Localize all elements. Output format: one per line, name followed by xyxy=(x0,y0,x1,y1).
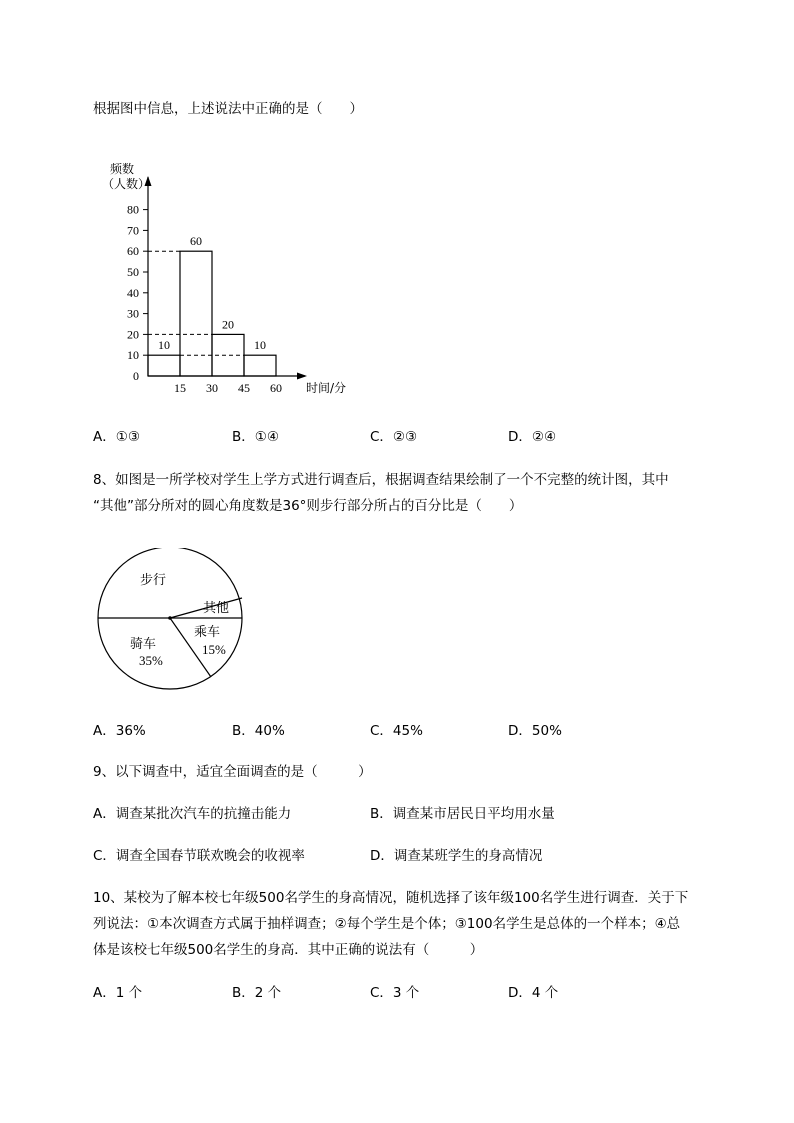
q8-option-b[interactable]: B．40% xyxy=(232,723,285,739)
q7-option-c[interactable]: C．②③ xyxy=(370,429,418,445)
pie-label-walk: 步行 xyxy=(140,573,167,588)
x-tick-label: 45 xyxy=(238,381,250,395)
pie-center xyxy=(168,616,172,620)
q8-option-a[interactable]: A．36% xyxy=(93,723,146,739)
x-tick-label: 60 xyxy=(270,381,282,395)
q9-option-d[interactable]: D．调查某班学生的身高情况 xyxy=(370,848,543,864)
y-axis-label-line1: 频数 xyxy=(110,162,135,176)
histogram-chart xyxy=(90,155,390,400)
y-tick-label: 0 xyxy=(133,369,139,383)
q7-option-b[interactable]: B．①④ xyxy=(232,429,279,445)
bar-value-label: 10 xyxy=(158,338,170,353)
x-axis-label: 时间/分 xyxy=(306,381,347,395)
bar-value-label: 60 xyxy=(190,234,202,249)
y-tick-label: 80 xyxy=(127,202,139,217)
histogram-bar xyxy=(180,251,212,376)
y-tick-label: 60 xyxy=(127,244,139,259)
q10-stem-line3: 体是该校七年级500名学生的身高．其中正确的说法有（ ） xyxy=(93,942,484,958)
q7-option-d[interactable]: D．②④ xyxy=(508,429,557,445)
y-tick-label: 70 xyxy=(127,223,139,238)
y-tick-label: 10 xyxy=(127,348,139,363)
bar-value-label: 10 xyxy=(254,338,266,353)
q10-option-a[interactable]: A．1 个 xyxy=(93,985,143,1001)
pie-label-bus: 乘车 xyxy=(194,625,221,640)
histogram-bar xyxy=(148,355,180,376)
histogram-bar xyxy=(244,355,276,376)
pie-chart xyxy=(90,548,260,698)
q8-stem-line1: 8、如图是一所学校对学生上学方式进行调查后，根据调查结果绘制了一个不完整的统计图，其中 xyxy=(93,472,669,488)
q7-intro: 根据图中信息，上述说法中正确的是（ ） xyxy=(93,101,363,117)
q9-stem: 9、以下调查中，适宜全面调查的是（ ） xyxy=(93,764,372,780)
q9-option-b[interactable]: B．调查某市居民日平均用水量 xyxy=(370,806,555,822)
q8-stem-line2: “其他”部分所对的圆心角度数是36°则步行部分所占的百分比是（ ） xyxy=(93,498,523,514)
q10-option-c[interactable]: C．3 个 xyxy=(370,985,420,1001)
q10-option-b[interactable]: B．2 个 xyxy=(232,985,282,1001)
q8-option-c[interactable]: C．45% xyxy=(370,723,423,739)
y-tick-label: 40 xyxy=(127,285,139,300)
y-tick-label: 20 xyxy=(127,327,139,342)
q10-stem-line2: 列说法：①本次调查方式属于抽样调查；②每个学生是个体；③100名学生是总体的一个样本；④总 xyxy=(93,916,681,932)
q9-option-c[interactable]: C．调查全国春节联欢晚会的收视率 xyxy=(93,848,305,864)
x-axis-arrow xyxy=(297,373,307,380)
pie-label-bus-pct: 15% xyxy=(202,642,226,657)
pie-label-bike-pct: 35% xyxy=(139,653,163,668)
bar-value-label: 20 xyxy=(222,317,234,332)
q9-option-a[interactable]: A．调查某批次汽车的抗撞击能力 xyxy=(93,806,292,822)
q10-option-d[interactable]: D．4 个 xyxy=(508,985,559,1001)
y-tick-label: 30 xyxy=(127,306,139,321)
y-axis-label-line2: （人数） xyxy=(102,177,151,191)
pie-label-other: 其他 xyxy=(203,601,230,616)
y-tick-label: 50 xyxy=(127,265,139,279)
q7-option-a[interactable]: A．①③ xyxy=(93,429,140,445)
x-tick-label: 30 xyxy=(206,381,218,395)
q8-option-d[interactable]: D．50% xyxy=(508,723,562,739)
q10-stem-line1: 10、某校为了解本校七年级500名学生的身高情况，随机选择了该年级100名学生进行调查．关于下 xyxy=(93,890,689,906)
x-tick-label: 15 xyxy=(174,381,186,395)
pie-label-bike: 骑车 xyxy=(130,637,157,652)
